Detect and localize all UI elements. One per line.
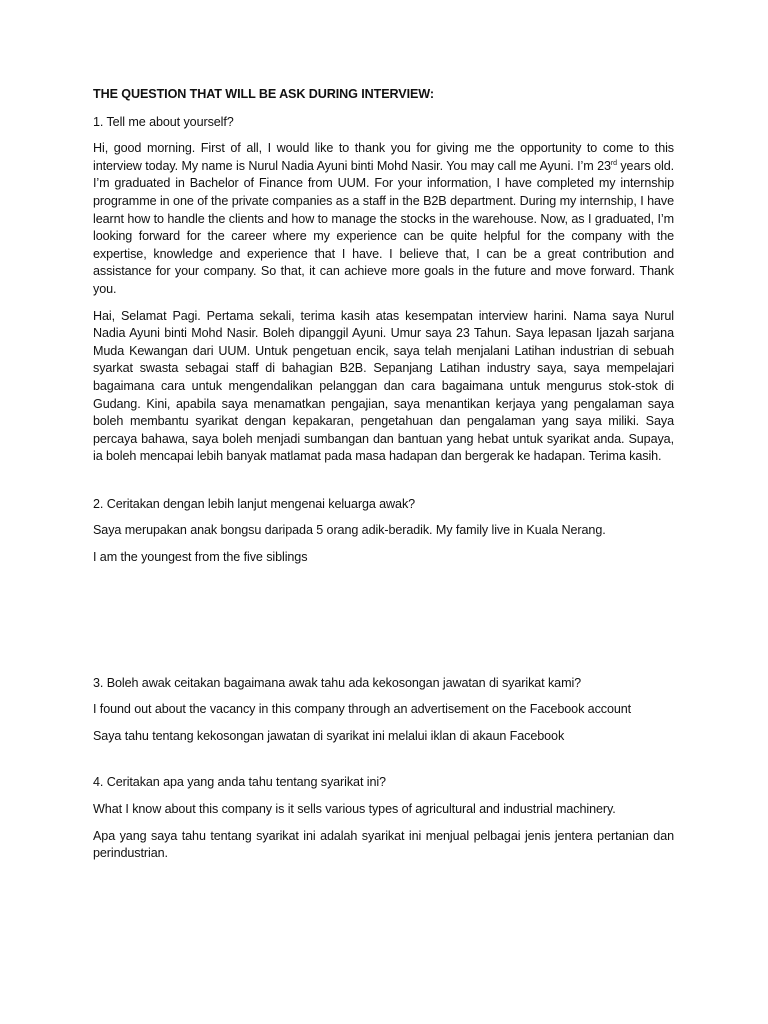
answer-1-ordinal-suffix: rd — [610, 159, 617, 167]
answer-3-english: I found out about the vacancy in this company through an advertisement on the Facebook account — [93, 702, 632, 717]
answer-1-english-text-rest: years old. I’m graduated in Bachelor of Finance from UUM. For your information, I have completed my internship programme in one of the private companies as a staff in the B2B department. During my internship, I have learnt how to handle the clients and how to manage the stocks in the warehouse. Now, as I graduated, I’m looking forward for the career where my experience can be quite helpful for the company with the expertise, knowledge and experience that I have. I believe that, I can be a great contribution and assistance for your company. So that, it can achieve more goals in the future and move forward. Thank you. — [93, 158, 674, 296]
question-4: 4. Ceritakan apa yang anda tahu tentang syarikat ini? — [93, 775, 386, 790]
answer-1-english-text: Hi, good morning. First of all, I would like to thank you for giving me the opportunity to come to this interview today. My name is Nurul Nadia Ayuni binti Mohd Nasir. You may call me Ayuni. I’m 23 — [93, 141, 674, 173]
answer-1-english — [93, 140, 674, 298]
document-body — [93, 86, 674, 872]
document-heading: THE QUESTION THAT WILL BE ASK DURING INTERVIEW: — [93, 87, 434, 101]
answer-2-line-2: I am the youngest from the five siblings — [93, 550, 308, 565]
answer-2-line-1: Saya merupakan anak bongsu daripada 5 orang adik-beradik. My family live in Kuala Nerang. — [93, 523, 606, 538]
answer-1-malay: Hai, Selamat Pagi. Pertama sekali, terima kasih atas kesempatan interview harini. Nama saya Nurul Nadia Ayuni binti Mohd Nasir. Boleh dipanggil Ayuni. Umur saya 23 Tahun. Saya lepasan Ijazah sarjana Muda Kewangan dari UUM. Untuk pengetuan encik, saya telah menjalani Latihan industrian di sebuah syarkat swasta sebagai staff di bahagian B2B. Sepanjang Latihan industry saya, saya mempelajari bagaimana cara untuk mengendalikan pelanggan dan cara bagaimana untuk mengurus stok-stok di Gudang. Kini, apabila saya menamatkan pengajian, saya menantikan kerjaya yang pengalaman saya boleh membantu syarikat dengan kepakaran, pengetahuan dan pengalaman yang saya miliki. Saya percaya bahawa, saya boleh menjadi sumbangan dan bantuan yang hebat untuk syarikat anda. Supaya, ia boleh mencapai lebih banyak matlamat pada masa hadapan dan bergerak ke hadapan. Terima kasih. — [93, 308, 674, 464]
question-3: 3. Boleh awak ceitakan bagaimana awak tahu ada kekosongan jawatan di syarikat kami? — [93, 675, 582, 690]
question-2: 2. Ceritakan dengan lebih lanjut mengenai keluarga awak? — [93, 496, 416, 511]
answer-4-malay: Apa yang saya tahu tentang syarikat ini adalah syarikat ini menjual pelbagai jenis jentera pertanian dan perindustrian. — [93, 828, 674, 861]
answer-4-english: What I know about this company is it sells various types of agricultural and industrial machinery. — [93, 802, 616, 817]
answer-3-malay: Saya tahu tentang kekosongan jawatan di syarikat ini melalui iklan di akaun Facebook — [93, 728, 565, 743]
question-1: 1. Tell me about yourself? — [93, 114, 234, 129]
